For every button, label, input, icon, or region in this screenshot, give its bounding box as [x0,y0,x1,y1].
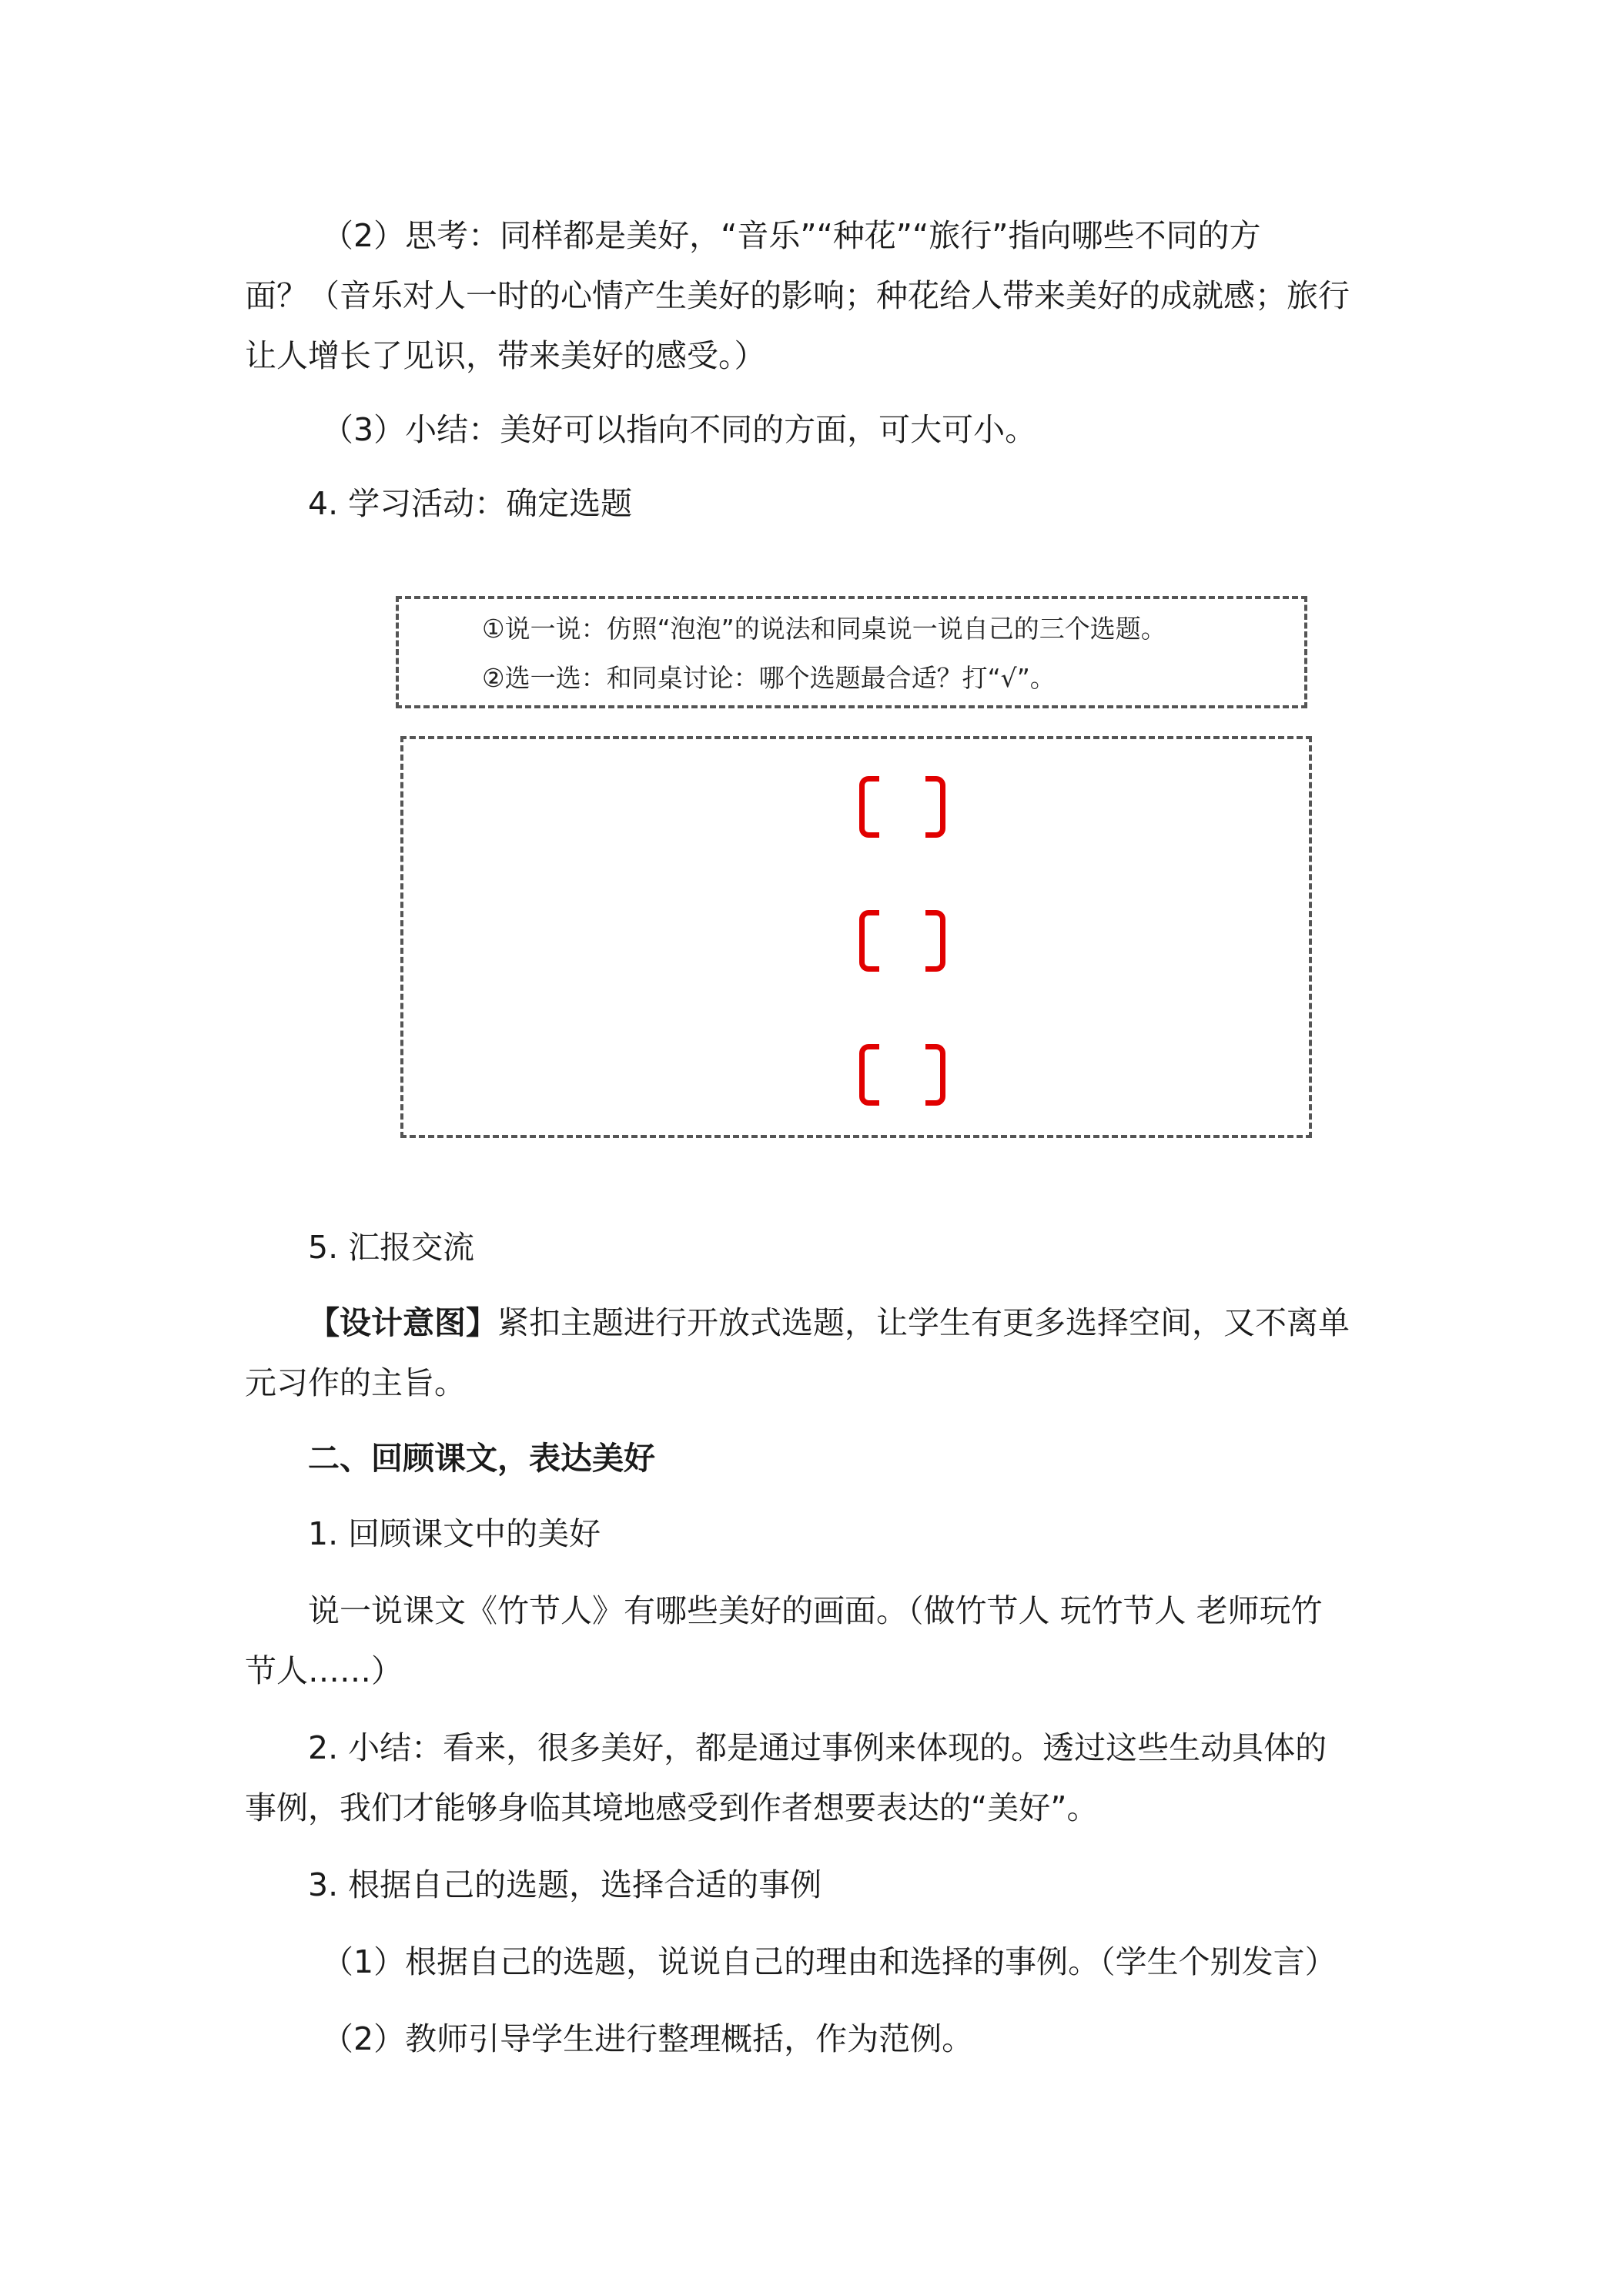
paragraph-summary2-line2: 事例，我们才能够身临其境地感受到作者想要表达的“美好”。 [245,1789,1099,1826]
paragraph-summary: （3）小结：美好可以指向不同的方面，可大可小。 [322,411,1037,448]
right-bracket-icon [925,910,945,972]
paragraph-bamboo-line1: 说一说课文《竹节人》有哪些美好的画面。（做竹节人 玩竹节人 老师玩竹 [308,1592,1323,1629]
checkbox-bracket-3[interactable] [848,1044,956,1115]
checkbox-bracket-2[interactable] [848,910,956,981]
left-bracket-icon [859,910,879,972]
design-intent-line1 [308,1294,1350,1352]
paragraph-teacher-guide: （2）教师引导学生进行整理概括，作为范例。 [322,2020,974,2057]
paragraph-think-line3: 让人增长了见识，带来美好的感受。） [245,337,766,374]
section-heading: 二、回顾课文，表达美好 [308,1440,655,1477]
design-intent-line2: 元习作的主旨。 [245,1364,466,1401]
design-intent-label: 【设计意图】 [308,1304,497,1341]
paragraph-review-heading: 1. 回顾课文中的美好 [308,1515,601,1552]
instruction-say: ①说一说：仿照“泡泡”的说法和同桌说一说自己的三个选题。 [482,614,1166,644]
instruction-box [396,596,1307,708]
paragraph-choose-examples: 3. 根据自己的选题，选择合适的事例 [308,1866,822,1903]
paragraph-summary2-line1: 2. 小结：看来，很多美好，都是通过事例来体现的。透过这些生动具体的 [308,1729,1327,1766]
paragraph-bamboo-line2: 节人……） [245,1652,403,1689]
instruction-choose: ②选一选：和同桌讨论：哪个选题最合适？打“√”。 [482,663,1056,693]
paragraph-report: 5. 汇报交流 [308,1229,475,1266]
paragraph-think-line2: 面？（音乐对人一时的心情产生美好的影响；种花给人带来美好的成就感；旅行 [245,277,1350,314]
left-bracket-icon [859,776,879,838]
right-bracket-icon [925,1044,945,1106]
checkbox-bracket-1[interactable] [848,776,956,847]
topic-choice-box [400,736,1312,1138]
paragraph-student-speak: （1）根据自己的选题，说说自己的理由和选择的事例。（学生个别发言） [322,1943,1337,1980]
paragraph-think-line1: （2）思考：同样都是美好，“音乐”“种花”“旅行”指向哪些不同的方 [322,217,1261,254]
right-bracket-icon [925,776,945,838]
paragraph-activity-heading: 4. 学习活动：确定选题 [308,485,633,522]
left-bracket-icon [859,1044,879,1106]
design-intent-text: 紧扣主题进行开放式选题，让学生有更多选择空间，又不离单 [497,1304,1350,1341]
